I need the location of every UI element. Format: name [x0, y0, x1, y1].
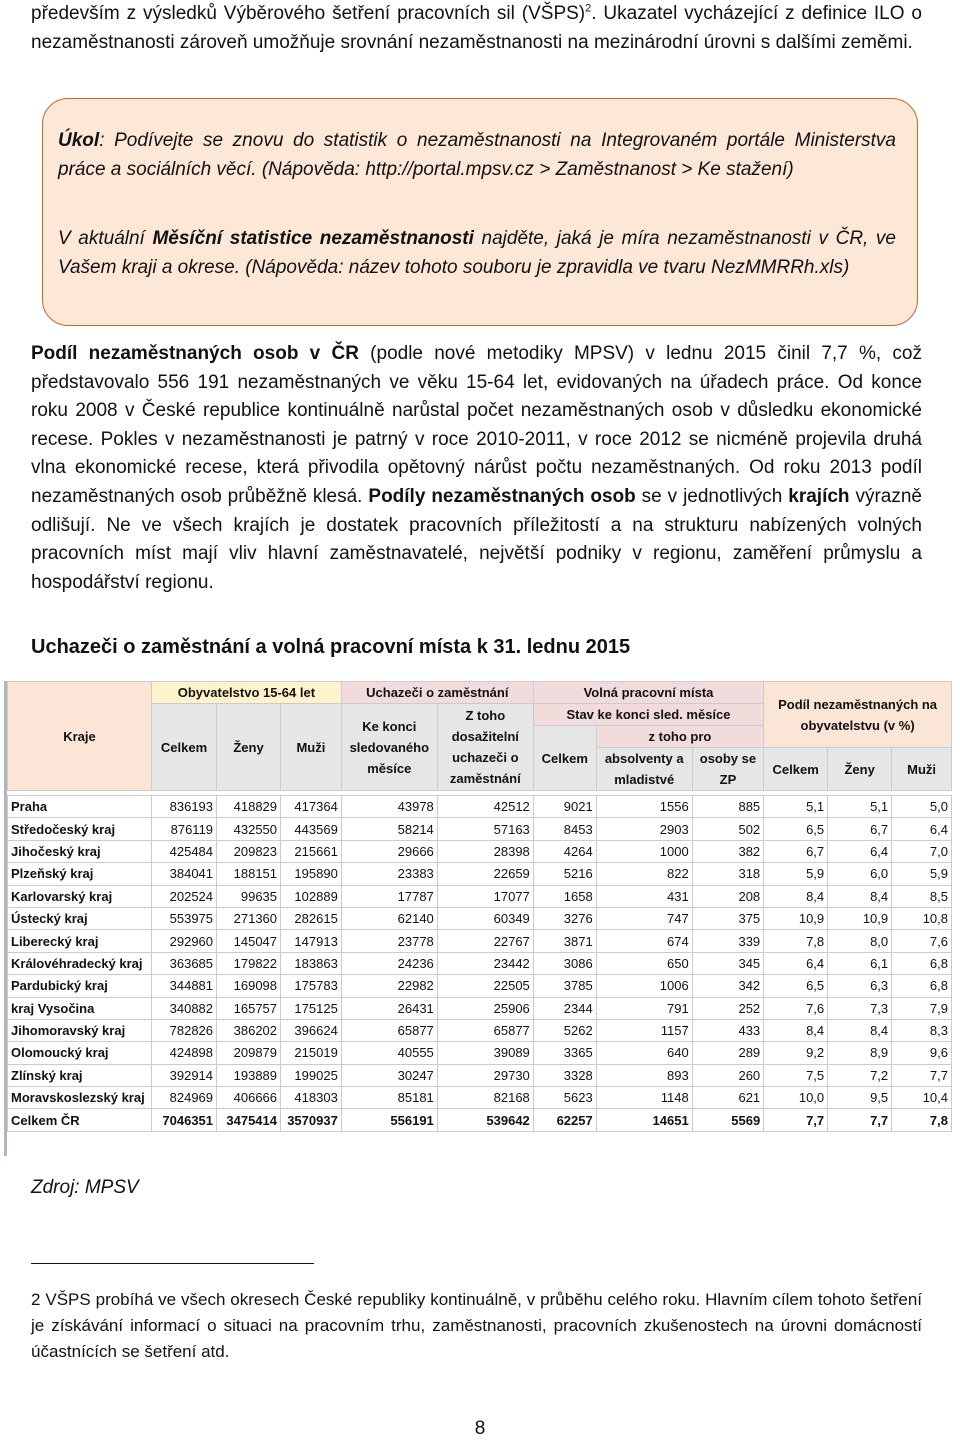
- table-cell: 188151: [217, 863, 281, 885]
- table-cell: 62140: [341, 907, 437, 929]
- table-cell: 6,4: [764, 952, 828, 974]
- table-cell: 10,8: [892, 907, 952, 929]
- table-cell: 836193: [151, 796, 216, 818]
- table-cell: 7,5: [764, 1064, 828, 1086]
- table-cell: 8,4: [828, 1019, 892, 1041]
- table-cell: 5,1: [828, 796, 892, 818]
- table-cell: 7046351: [151, 1109, 216, 1131]
- table-cell-region: Celkem ČR: [8, 1109, 152, 1131]
- table-cell: 418303: [281, 1087, 342, 1109]
- table-cell: 6,7: [764, 840, 828, 862]
- header-z-toho-pro: z toho pro: [596, 726, 763, 748]
- table-cell: 7,6: [764, 997, 828, 1019]
- table-cell: 382: [692, 840, 763, 862]
- table-cell: 339: [692, 930, 763, 952]
- table-cell: 26431: [341, 997, 437, 1019]
- table-cell: 169098: [217, 975, 281, 997]
- table-cell: 208: [692, 885, 763, 907]
- table-cell: 6,4: [828, 840, 892, 862]
- table-row: [8, 818, 952, 840]
- table-cell-region: Ústecký kraj: [8, 907, 152, 929]
- table-cell-region: Plzeňský kraj: [8, 863, 152, 885]
- table-total-row: [8, 1109, 952, 1131]
- table-cell-region: Moravskoslezský kraj: [8, 1087, 152, 1109]
- table-cell: 7,7: [764, 1109, 828, 1131]
- table-cell: 425484: [151, 840, 216, 862]
- table-cell: 43978: [341, 796, 437, 818]
- table-cell: 17077: [437, 885, 533, 907]
- table-cell: 23383: [341, 863, 437, 885]
- table-cell: 344881: [151, 975, 216, 997]
- table-cell: 7,7: [892, 1064, 952, 1086]
- table-cell: 782826: [151, 1019, 216, 1041]
- table-cell: 3328: [533, 1064, 596, 1086]
- footnote: 2 VŠPS probíhá ve všech okresech České republiky kontinuálně, v průběhu celého roku. Hlavním cílem tohoto šetření je získávání informací o situaci na pracovním trhu, zaměstnanosti, pracovních zkušenostech na úrovni domácností účastnících se šetření atd.: [31, 1290, 922, 1361]
- task-text-2: V aktuální Měsíční statistice nezaměstnanosti najděte, jaká je míra nezaměstnanosti v ČR, ve Vašem kraji a okrese. (Nápověda: název tohoto souboru je zpravidla ve tvaru NezMMRRh.xls): [58, 228, 896, 278]
- table-cell-region: Karlovarský kraj: [8, 885, 152, 907]
- unemployment-table-wrap: [4, 681, 956, 1156]
- page-number: 8: [474, 1418, 486, 1439]
- table-cell-region: Královéhradecký kraj: [8, 952, 152, 974]
- header-podil-zeny: Ženy: [828, 748, 892, 791]
- table-cell: 39089: [437, 1042, 533, 1064]
- table-cell: 1556: [596, 796, 692, 818]
- table-cell-region: Zlínský kraj: [8, 1064, 152, 1086]
- header-vpm-celkem: Celkem: [533, 726, 596, 791]
- table-cell: 1006: [596, 975, 692, 997]
- table-cell: 9021: [533, 796, 596, 818]
- table-cell: 202524: [151, 885, 216, 907]
- table-cell: 175125: [281, 997, 342, 1019]
- table-row: [8, 975, 952, 997]
- table-cell: 22982: [341, 975, 437, 997]
- table-cell: 4264: [533, 840, 596, 862]
- table-cell: 747: [596, 907, 692, 929]
- table-cell: 822: [596, 863, 692, 885]
- table-cell: 3086: [533, 952, 596, 974]
- table-cell: 65877: [341, 1019, 437, 1041]
- header-uchazeci: Uchazeči o zaměstnání: [341, 682, 533, 704]
- header-podil-muzi: Muži: [892, 748, 952, 791]
- table-cell: 199025: [281, 1064, 342, 1086]
- table-cell: 406666: [217, 1087, 281, 1109]
- table-row: [8, 840, 952, 862]
- table-cell: 147913: [281, 930, 342, 952]
- table-cell: 99635: [217, 885, 281, 907]
- table-cell: 24236: [341, 952, 437, 974]
- table-cell: 3570937: [281, 1109, 342, 1131]
- table-cell: 431: [596, 885, 692, 907]
- table-cell: 82168: [437, 1087, 533, 1109]
- table-cell: 8,3: [892, 1019, 952, 1041]
- table-cell: 375: [692, 907, 763, 929]
- table-cell: 3871: [533, 930, 596, 952]
- table-row: [8, 1019, 952, 1041]
- table-cell: 443569: [281, 818, 342, 840]
- table-cell: 292960: [151, 930, 216, 952]
- table-cell: 6,1: [828, 952, 892, 974]
- table-cell: 3365: [533, 1042, 596, 1064]
- unemployment-table: [7, 681, 952, 1132]
- header-ke-konci: Ke konci sledovaného měsíce: [341, 704, 437, 791]
- table-cell: 8,5: [892, 885, 952, 907]
- table-cell: 342: [692, 975, 763, 997]
- table-cell: 22659: [437, 863, 533, 885]
- table-cell: 345: [692, 952, 763, 974]
- table-heading: Uchazeči o zaměstnání a volná pracovní místa k 31. lednu 2015: [31, 636, 631, 658]
- table-cell: 183863: [281, 952, 342, 974]
- header-stav: Stav ke konci sled. měsíce: [533, 704, 763, 726]
- table-cell: 57163: [437, 818, 533, 840]
- table-cell: 289: [692, 1042, 763, 1064]
- table-cell: 62257: [533, 1109, 596, 1131]
- table-cell: 5623: [533, 1087, 596, 1109]
- table-cell: 6,4: [892, 818, 952, 840]
- table-cell: 384041: [151, 863, 216, 885]
- table-cell: 1000: [596, 840, 692, 862]
- table-cell: 40555: [341, 1042, 437, 1064]
- table-cell: 9,2: [764, 1042, 828, 1064]
- table-cell: 621: [692, 1087, 763, 1109]
- table-cell: 5262: [533, 1019, 596, 1041]
- table-cell: 876119: [151, 818, 216, 840]
- table-cell: 650: [596, 952, 692, 974]
- table-cell: 7,8: [892, 1109, 952, 1131]
- table-cell: 58214: [341, 818, 437, 840]
- table-cell-region: kraj Vysočina: [8, 997, 152, 1019]
- table-cell: 8453: [533, 818, 596, 840]
- table-cell: 22505: [437, 975, 533, 997]
- table-cell: 29666: [341, 840, 437, 862]
- table-cell: 5,1: [764, 796, 828, 818]
- table-cell: 60349: [437, 907, 533, 929]
- table-cell: 432550: [217, 818, 281, 840]
- table-cell-region: Středočeský kraj: [8, 818, 152, 840]
- table-cell: 8,9: [828, 1042, 892, 1064]
- table-cell: 1148: [596, 1087, 692, 1109]
- table-cell: 23778: [341, 930, 437, 952]
- table-cell: 417364: [281, 796, 342, 818]
- table-cell: 424898: [151, 1042, 216, 1064]
- table-cell-region: Praha: [8, 796, 152, 818]
- table-row: [8, 796, 952, 818]
- table-cell: 8,4: [828, 885, 892, 907]
- table-cell: 386202: [217, 1019, 281, 1041]
- table-cell: 260: [692, 1064, 763, 1086]
- header-osoby-zp: osoby se ZP: [692, 748, 763, 791]
- table-cell-region: Jihomoravský kraj: [8, 1019, 152, 1041]
- table-cell: 193889: [217, 1064, 281, 1086]
- table-cell: 23442: [437, 952, 533, 974]
- table-row: [8, 930, 952, 952]
- table-cell: 215661: [281, 840, 342, 862]
- table-cell: 6,3: [828, 975, 892, 997]
- table-cell: 1157: [596, 1019, 692, 1041]
- table-cell: 7,7: [828, 1109, 892, 1131]
- table-cell-region: Olomoucký kraj: [8, 1042, 152, 1064]
- table-cell: 3276: [533, 907, 596, 929]
- table-cell: 363685: [151, 952, 216, 974]
- header-celkem: Celkem: [151, 704, 216, 791]
- table-cell: 179822: [217, 952, 281, 974]
- table-cell: 791: [596, 997, 692, 1019]
- table-cell: 175783: [281, 975, 342, 997]
- table-row: [8, 1064, 952, 1086]
- table-cell: 7,2: [828, 1064, 892, 1086]
- table-cell: 3475414: [217, 1109, 281, 1131]
- table-row: [8, 885, 952, 907]
- table-cell: 553975: [151, 907, 216, 929]
- task-text-1: Úkol: Podívejte se znovu do statistik o nezaměstnanosti na Integrovaném portále Ministerstva práce a sociálních věcí. (Nápověda: http://portal.mpsv.cz > Zaměstnanost > Ke stažení): [58, 130, 896, 180]
- table-cell: 29730: [437, 1064, 533, 1086]
- table-cell: 418829: [217, 796, 281, 818]
- table-cell: 271360: [217, 907, 281, 929]
- table-cell: 893: [596, 1064, 692, 1086]
- intro-paragraph: především z výsledků Výběrového šetření pracovních sil (VŠPS)$^2$. Ukazatel vycházející z definice ILO o nezaměstnanosti zároveň umožňuje srovnání nezaměstnanosti na mezinárodní úrovni s dalšími zeměmi.: [31, 2, 922, 53]
- table-cell: 5,9: [764, 863, 828, 885]
- table-cell: 30247: [341, 1064, 437, 1086]
- table-cell: 8,4: [764, 1019, 828, 1041]
- table-cell: 556191: [341, 1109, 437, 1131]
- table-cell: 6,0: [828, 863, 892, 885]
- table-cell: 17787: [341, 885, 437, 907]
- table-row: [8, 997, 952, 1019]
- table-cell: 396624: [281, 1019, 342, 1041]
- table-cell: 102889: [281, 885, 342, 907]
- table-cell: 6,5: [764, 818, 828, 840]
- table-cell: 674: [596, 930, 692, 952]
- table-cell: 885: [692, 796, 763, 818]
- header-obyvatelstvo: Obyvatelstvo 15-64 let: [151, 682, 341, 704]
- table-cell: 7,3: [828, 997, 892, 1019]
- table-cell: 10,9: [828, 907, 892, 929]
- table-cell: 7,6: [892, 930, 952, 952]
- table-cell: 9,6: [892, 1042, 952, 1064]
- header-volna-mista: Volná pracovní místa: [533, 682, 763, 704]
- table-cell: 6,5: [764, 975, 828, 997]
- table-cell: 2903: [596, 818, 692, 840]
- table-cell: 392914: [151, 1064, 216, 1086]
- table-cell: 433: [692, 1019, 763, 1041]
- table-cell: 824969: [151, 1087, 216, 1109]
- header-kraje: Kraje: [8, 682, 152, 791]
- table-row: [8, 907, 952, 929]
- table-cell: 5216: [533, 863, 596, 885]
- table-body: [8, 796, 952, 1132]
- task-label: Úkol: [58, 130, 100, 151]
- table-cell: 9,5: [828, 1087, 892, 1109]
- source-note: Zdroj: MPSV: [31, 1177, 139, 1198]
- table-row: [8, 863, 952, 885]
- footnote-divider: [31, 1263, 314, 1264]
- table-cell: 215019: [281, 1042, 342, 1064]
- table-cell: 5,9: [892, 863, 952, 885]
- header-podil: Podíl nezaměstnaných na obyvatelstvu (v %): [764, 682, 952, 748]
- table-cell: 10,9: [764, 907, 828, 929]
- table-cell: 42512: [437, 796, 533, 818]
- header-muzi: Muži: [281, 704, 342, 791]
- table-cell: 502: [692, 818, 763, 840]
- table-cell: 7,9: [892, 997, 952, 1019]
- table-cell: 22767: [437, 930, 533, 952]
- table-cell: 1658: [533, 885, 596, 907]
- table-cell: 5569: [692, 1109, 763, 1131]
- table-cell: 6,7: [828, 818, 892, 840]
- table-cell: 28398: [437, 840, 533, 862]
- table-cell: 340882: [151, 997, 216, 1019]
- table-cell: 14651: [596, 1109, 692, 1131]
- table-cell: 5,0: [892, 796, 952, 818]
- table-cell: 7,0: [892, 840, 952, 862]
- table-cell: 252: [692, 997, 763, 1019]
- table-cell: 8,4: [764, 885, 828, 907]
- table-row: [8, 1042, 952, 1064]
- table-cell: 282615: [281, 907, 342, 929]
- table-cell: 318: [692, 863, 763, 885]
- table-cell: 6,8: [892, 952, 952, 974]
- table-row: [8, 1087, 952, 1109]
- header-absolventy: absolventy a mladistvé: [596, 748, 692, 791]
- table-cell: 6,8: [892, 975, 952, 997]
- table-row: [8, 952, 952, 974]
- table-cell-region: Liberecký kraj: [8, 930, 152, 952]
- header-zeny: Ženy: [217, 704, 281, 791]
- table-cell: 85181: [341, 1087, 437, 1109]
- table-cell: 209823: [217, 840, 281, 862]
- table-cell-region: Jihočeský kraj: [8, 840, 152, 862]
- table-cell: 8,0: [828, 930, 892, 952]
- table-cell: 25906: [437, 997, 533, 1019]
- table-cell: 65877: [437, 1019, 533, 1041]
- table-cell: 539642: [437, 1109, 533, 1131]
- table-cell: 209879: [217, 1042, 281, 1064]
- header-z-toho: Z toho dosažitelní uchazeči o zaměstnání: [437, 704, 533, 791]
- table-cell: 640: [596, 1042, 692, 1064]
- table-cell-region: Pardubický kraj: [8, 975, 152, 997]
- table-cell: 3785: [533, 975, 596, 997]
- table-cell: 10,0: [764, 1087, 828, 1109]
- table-cell: 2344: [533, 997, 596, 1019]
- header-podil-celkem: Celkem: [764, 748, 828, 791]
- table-cell: 10,4: [892, 1087, 952, 1109]
- body-paragraph: Podíl nezaměstnaných osob v ČR (podle nové metodiky MPSV) v lednu 2015 činil 7,7 %, což představovalo 556 191 nezaměstnaných ve věku 15-64 let, evidovaných na úřadech práce. Od konce roku 2008 v České republice kontinuálně narůstal počet nezaměstnaných osob v důsledku ekonomické recese. Pokles v nezaměstnanosti je patrný v roce 2010-2011, v roce 2012 se nicméně projevila druhá vlna ekonomické recese, která přivodila opětovný nárůst počtu nezaměstnaných. Od roku 2013 podíl nezaměstnaných osob průběžně klesá. Podíly nezaměstnaných osob se v jednotlivých krajích výrazně odlišují. Ne ve všech krajích je dostatek pracovních příležitostí a na strukturu nabízených volných pracovních míst mají vliv hlavní zaměstnavatelé, největší podniky v regionu, zaměření průmyslu a hospodářství regionu.: [31, 343, 922, 593]
- table-cell: 145047: [217, 930, 281, 952]
- table-cell: 7,8: [764, 930, 828, 952]
- table-cell: 165757: [217, 997, 281, 1019]
- table-cell: 195890: [281, 863, 342, 885]
